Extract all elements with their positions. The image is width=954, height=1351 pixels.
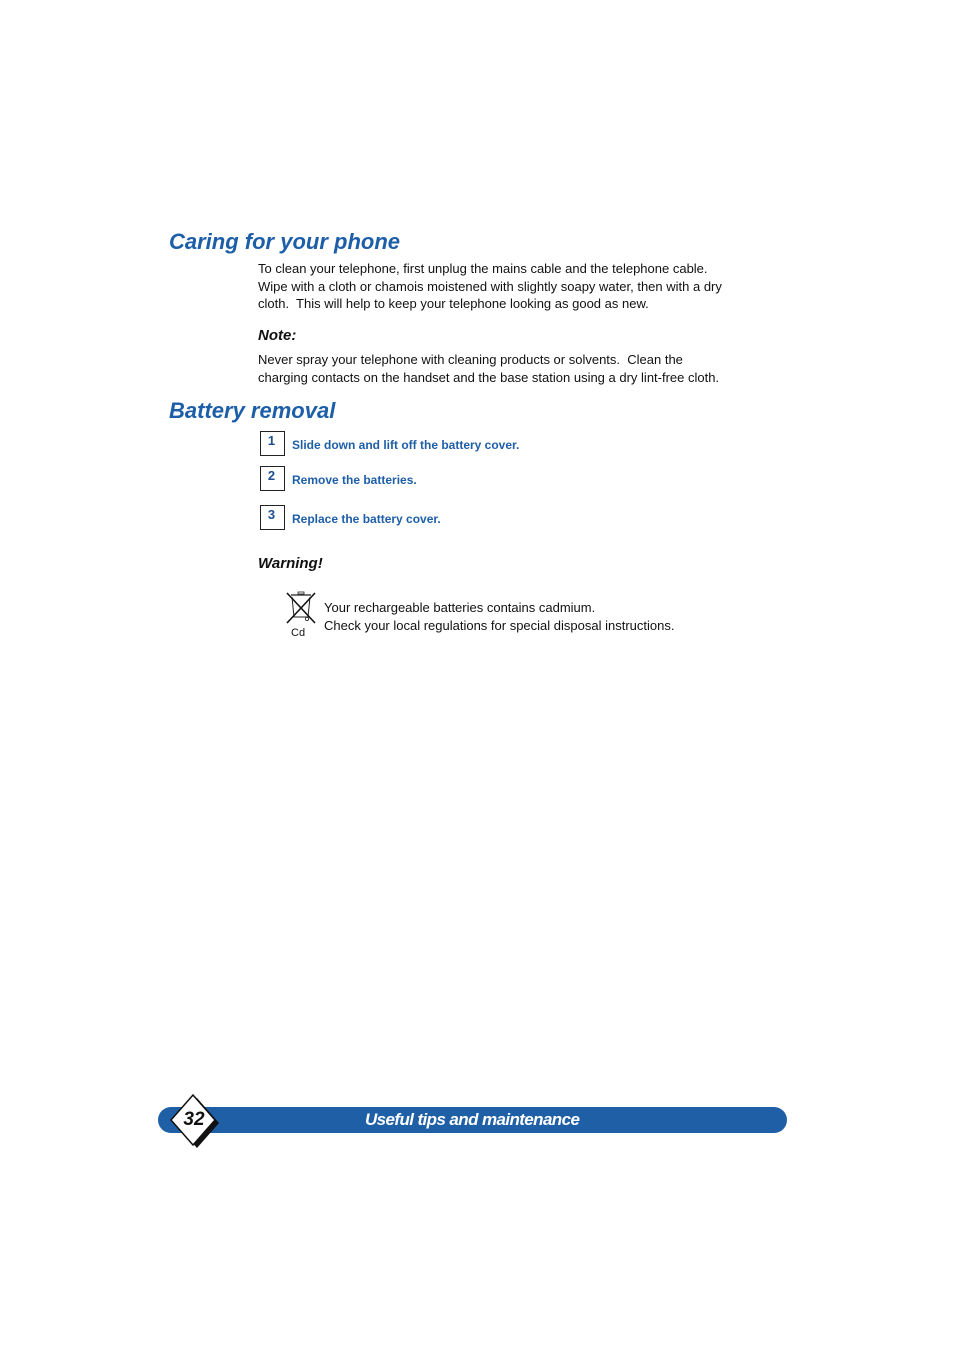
- caring-heading: Caring for your phone: [169, 229, 400, 254]
- step-text: Remove the batteries.: [292, 473, 417, 487]
- page-number: 32: [183, 1109, 205, 1130]
- note-label: Note:: [258, 327, 297, 344]
- footer-section-title: Useful tips and maintenance: [365, 1110, 580, 1129]
- step-item: [260, 466, 660, 491]
- step-item: [260, 431, 660, 456]
- crossed-out-bin-icon: [284, 589, 318, 627]
- step-item: [260, 505, 660, 530]
- step-number: 2: [267, 468, 276, 483]
- warning-label: Warning!: [258, 555, 323, 572]
- caring-line: cloth. This will help to keep your telephone looking as good as new.: [258, 296, 649, 311]
- warning-line: Check your local regulations for special disposal instructions.: [324, 617, 675, 633]
- note-line: charging contacts on the handset and the base station using a dry lint-free cloth.: [258, 369, 720, 385]
- step-number: 3: [267, 507, 276, 522]
- bin-icon-caption: Cd: [291, 627, 306, 639]
- battery-heading: Battery removal: [169, 398, 336, 423]
- note-line: Never spray your telephone with cleaning products or solvents. Clean the: [258, 352, 683, 367]
- caring-line: To clean your telephone, first unplug the mains cable and the telephone cable.: [258, 261, 708, 276]
- caring-line: Wipe with a cloth or chamois moistened with slightly soapy water, then with a dry: [258, 278, 722, 294]
- note-paragraph: [258, 351, 719, 386]
- step-text: Slide down and lift off the battery cover.: [292, 438, 520, 452]
- step-text: Replace the battery cover.: [292, 512, 441, 526]
- caring-paragraph: [258, 260, 722, 313]
- step-number: 1: [267, 433, 276, 448]
- warning-line: Your rechargeable batteries contains cadmium.: [324, 600, 596, 615]
- warning-paragraph: [324, 599, 674, 634]
